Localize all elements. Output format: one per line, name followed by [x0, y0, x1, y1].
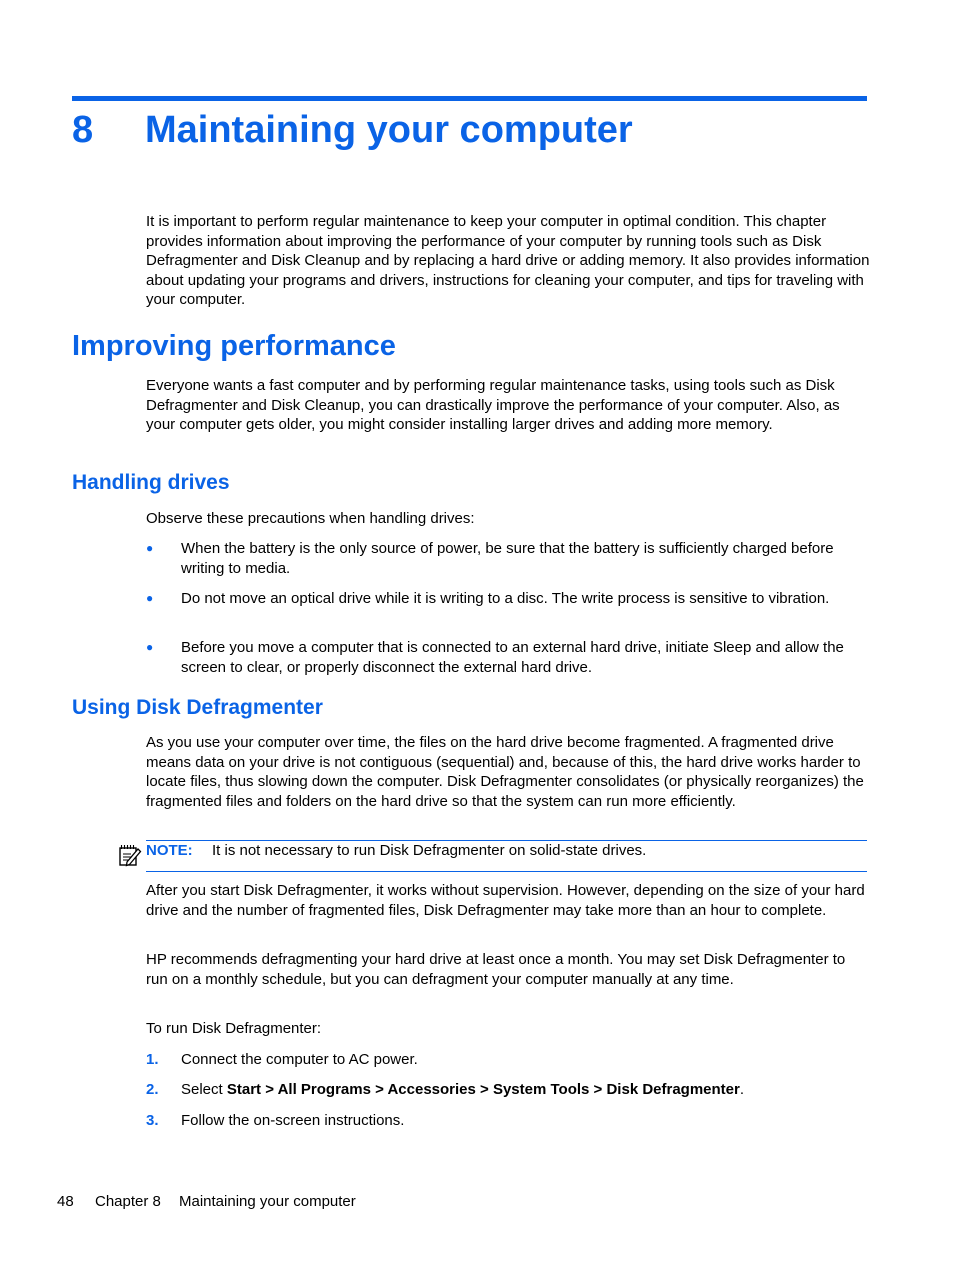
defrag-paragraph-3: HP recommends defragmenting your hard drive at least once a month. You may set Disk Defragmenter to run on a monthly schedule, but you can defragment your computer manually at any time.: [146, 951, 846, 988]
handling-lead: Observe these precautions when handling drives:: [146, 510, 475, 527]
chapter-rule: [72, 96, 867, 101]
menu-path: Start > All Programs > Accessories > System Tools > Disk Defragmenter: [226, 1081, 740, 1098]
defrag-paragraph-1: As you use your computer over time, the files on the hard drive become fragmented. A fragmented drive means data on your drive is not contiguous (sequential) and, because of this, the hard drive works harder to locate files, thus slowing down the computer. Disk Defragmenter consolidates (or physically reorganizes) the fragmented files and folders on the hard drive so that the system can run more efficiently.: [146, 734, 864, 810]
chapter-number: 8: [72, 109, 94, 151]
step-number: 3.: [146, 1112, 159, 1129]
note-pencil-icon: [118, 843, 142, 867]
footer-title: Maintaining your computer: [179, 1193, 356, 1210]
steps-lead: To run Disk Defragmenter:: [146, 1020, 322, 1037]
step-text: Connect the computer to AC power.: [181, 1051, 418, 1068]
improving-paragraph: Everyone wants a fast computer and by performing regular maintenance tasks, using tools such as Disk Defragmenter and Disk Cleanup, you can drastically improve the performance of your computer. Also, as your computer gets older, you might consider installing larger drives and adding more memory.: [146, 377, 840, 433]
step-text: [181, 1080, 871, 1100]
chapter-intro: It is important to perform regular maintenance to keep your computer in optimal condition. This chapter provides information about improving the performance of your computer by running tools such as Disk Defragmenter and Disk Cleanup and by replacing a hard drive or adding memory. It also provides information about updating your programs and drivers, instructions for cleaning your computer, and tips for traveling with your computer.: [146, 213, 870, 308]
footer-chapter: Chapter 8: [95, 1193, 161, 1210]
defrag-paragraph-2: After you start Disk Defragmenter, it works without supervision. However, depending on the size of your hard drive and the number of fragmented files, Disk Defragmenter may take more than an hour to complete.: [146, 882, 865, 919]
chapter-title: Maintaining your computer: [145, 109, 633, 151]
section-heading-improving: Improving performance: [72, 330, 396, 362]
step-number: 2.: [146, 1081, 159, 1098]
subsection-heading-defrag: Using Disk Defragmenter: [72, 696, 323, 719]
step-suffix: .: [739, 1081, 745, 1098]
bullet-dot-icon: ●: [146, 640, 154, 654]
bullet-item: Before you move a computer that is connected to an external hard drive, initiate Sleep and allow the screen to clear, or properly disconnect the external hard drive.: [181, 639, 844, 676]
step-prefix: Select: [181, 1081, 227, 1098]
subsection-heading-handling: Handling drives: [72, 471, 230, 494]
note-text: It is not necessary to run Disk Defragmenter on solid-state drives.: [212, 842, 647, 859]
step-number: 1.: [146, 1051, 159, 1068]
bullet-dot-icon: ●: [146, 591, 154, 605]
note-bottom-rule: [146, 871, 867, 872]
page-number: 48: [57, 1193, 74, 1210]
bullet-item: When the battery is the only source of power, be sure that the battery is sufficiently charged before writing to media.: [181, 540, 834, 577]
step-text: Follow the on-screen instructions.: [181, 1112, 405, 1129]
bullet-item: Do not move an optical drive while it is writing to a disc. The write process is sensitive to vibration.: [181, 590, 830, 607]
bullet-dot-icon: ●: [146, 541, 154, 555]
note-label: NOTE:: [146, 842, 193, 859]
